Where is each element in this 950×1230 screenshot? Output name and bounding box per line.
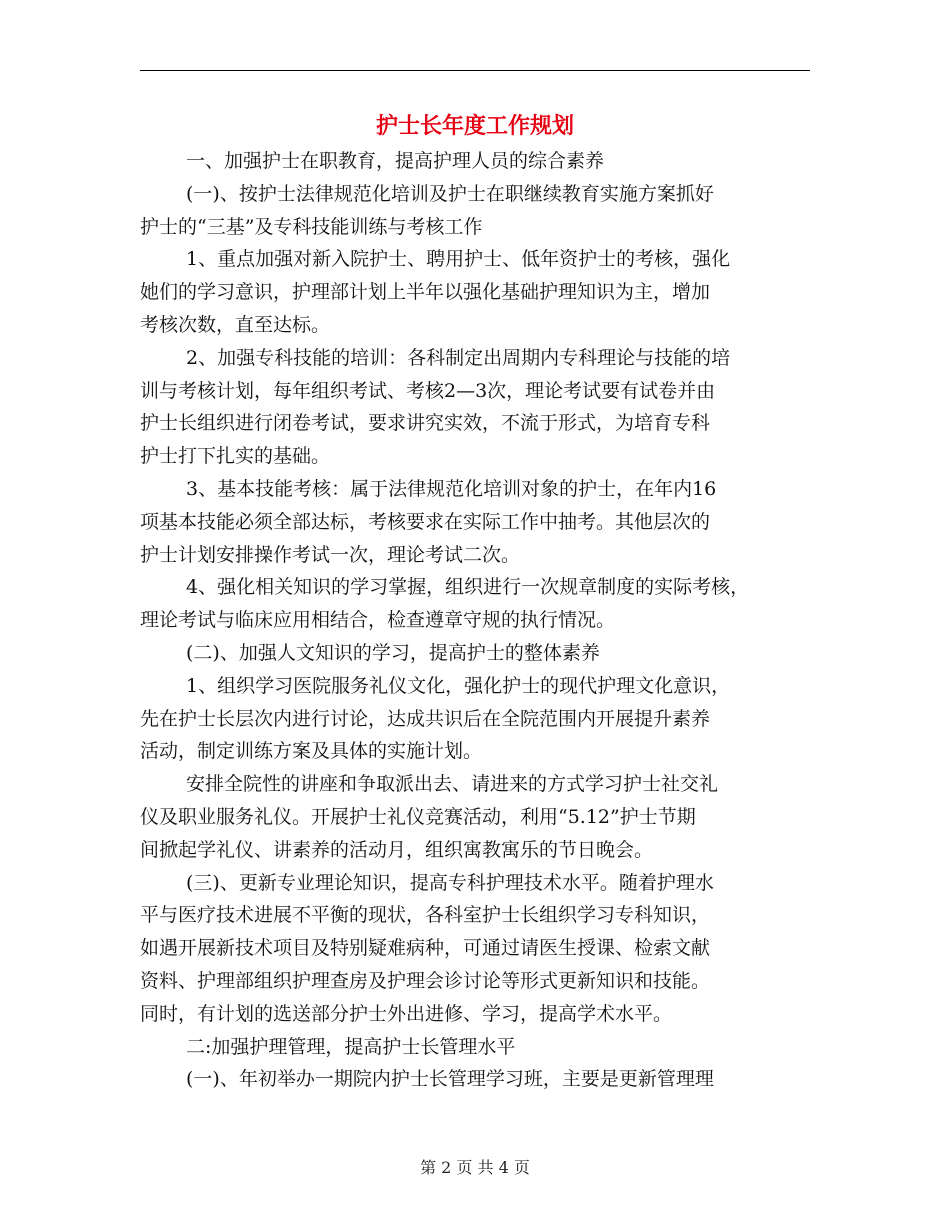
text-line: 护士打下扎实的基础。: [140, 445, 331, 468]
text-line: 2、加强专科技能的培训：各科制定出周期内专科理论与技能的培: [186, 346, 731, 369]
text-line: 活动，制定训练方案及具体的实施计划。: [140, 740, 483, 763]
text-line: 同时，有计划的选送部分护士外出进修、学习，提高学术水平。: [140, 1002, 673, 1025]
text-line: 项基本技能必须全部达标，考核要求在实际工作中抽考。其他层次的: [140, 510, 711, 533]
text-line: 训与考核计划，每年组织考试、考核2—3次，理论考试要有试卷并由: [140, 379, 716, 402]
text-line: 她们的学习意识，护理部计划上半年以强化基础护理知识为主，增加: [140, 281, 711, 304]
text-line: (一)、按护士法律规范化培训及护士在职继续教育实施方案抓好: [186, 182, 714, 205]
text-line: 如遇开展新技术项目及特别疑难病种，可通过请医生授课、检索文献: [140, 937, 711, 960]
text-line: (二)、加强人文知识的学习，提高护士的整体素养: [186, 641, 600, 664]
text-line: 仪及职业服务礼仪。开展护士礼仪竞赛活动，利用“5.12”护士节期: [140, 805, 696, 828]
text-line: (三)、更新专业理论知识，提高专科护理技术水平。随着护理水: [186, 871, 714, 894]
text-line: 3、基本技能考核：属于法律规范化培训对象的护士，在年内16: [186, 477, 717, 500]
document-title: 护士长年度工作规划: [375, 113, 574, 139]
text-line: 护士长组织进行闭卷考试，要求讲究实效，不流于形式，为培育专科: [140, 412, 711, 435]
text-line: (一)、年初举办一期院内护士长管理学习班，主要是更新管理理: [186, 1068, 714, 1091]
text-line: 平与医疗技术进展不平衡的现状，各科室护士长组织学习专科知识，: [140, 904, 711, 927]
text-line: 间掀起学礼仪、讲素养的活动月，组织寓教寓乐的节日晚会。: [140, 838, 654, 861]
text-line: 护士的“三基”及专科技能训练与考核工作: [140, 215, 483, 238]
text-line: 一、加强护士在职教育，提高护理人员的综合素养: [186, 150, 605, 172]
text-line: 1、重点加强对新入院护士、聘用护士、低年资护士的考核，强化: [186, 248, 731, 271]
text-line: 安排全院性的讲座和争取派出去、请进来的方式学习护士社交礼: [186, 773, 719, 796]
text-line: 先在护士长层次内进行讨论，达成共识后在全院范围内开展提升素养: [140, 707, 711, 730]
header-rule: [140, 70, 810, 71]
page-footer: 第 2 页 共 4 页: [420, 1158, 530, 1177]
text-line: 4、强化相关知识的学习掌握，组织进行一次规章制度的实际考核，: [186, 576, 750, 599]
document-body: [140, 145, 820, 1096]
text-line: 资料、护理部组织护理查房及护理会诊讨论等形式更新知识和技能。: [140, 969, 711, 992]
text-line: 考核次数，直至达标。: [140, 313, 331, 336]
text-line: 1、组织学习医院服务礼仪文化，强化护士的现代护理文化意识，: [186, 674, 731, 697]
text-line: 护士计划安排操作考试一次，理论考试二次。: [140, 543, 521, 566]
text-line: 理论考试与临床应用相结合，检查遵章守规的执行情况。: [140, 609, 616, 632]
text-line: 二:加强护理管理，提高护士长管理水平: [186, 1035, 516, 1058]
